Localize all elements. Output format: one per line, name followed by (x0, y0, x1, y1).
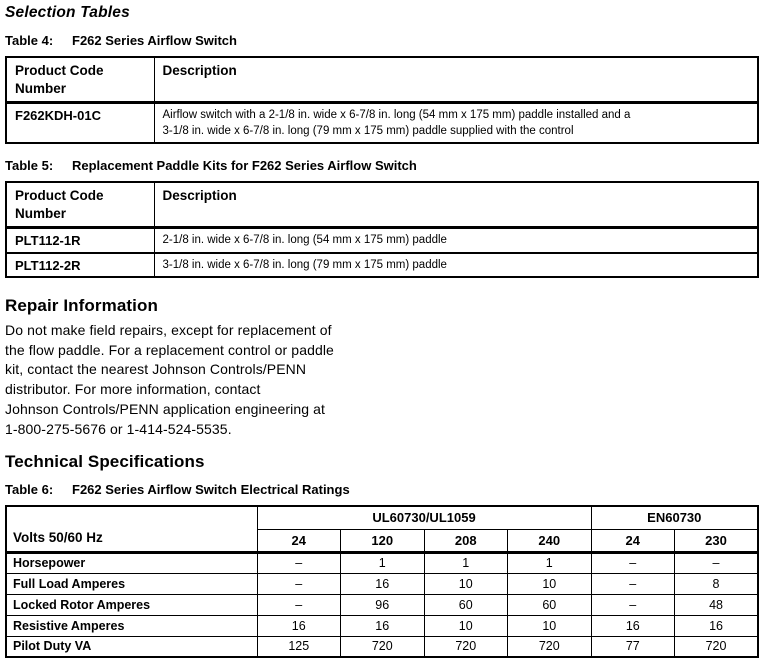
table6-cell: 16 (341, 615, 425, 636)
table4-header-description: Description (154, 57, 758, 103)
table6-cell: 10 (424, 573, 508, 594)
table6-cell: – (257, 594, 341, 615)
table5-caption-title: Replacement Paddle Kits for F262 Series Airflow Switch (72, 158, 417, 173)
table6-row-label: Full Load Amperes (6, 573, 257, 594)
table4-header-row (6, 57, 758, 103)
table6-caption-title: F262 Series Airflow Switch Electrical Ratings (72, 482, 350, 498)
table6-volts-header: Volts 50/60 Hz (6, 506, 257, 552)
table6-voltage-col: 208 (424, 529, 508, 552)
table4-caption (5, 33, 762, 48)
table6-cell: – (591, 573, 675, 594)
table4-caption-label: Table 4: (5, 33, 54, 48)
table6-cell: 1 (424, 552, 508, 573)
table6-cell: 10 (424, 615, 508, 636)
table4-caption-title: F262 Series Airflow Switch (72, 33, 237, 48)
table6-voltage-col: 120 (341, 529, 425, 552)
table5-row-description: 3-1/8 in. wide x 6-7/8 in. long (79 mm x 175 mm) paddle (154, 253, 758, 278)
table4-row-description (154, 103, 758, 144)
table4-row (6, 103, 758, 144)
table4-description-line: 3-1/8 in. wide x 6-7/8 in. long (79 mm x 175 mm) paddle supplied with the control (162, 124, 574, 137)
repair-text-line: 1-800-275-5676 or 1-414-524-5535. (5, 420, 232, 437)
table6-row (6, 615, 758, 636)
table6-group-en: EN60730 (591, 506, 758, 529)
table6-voltage-col: 24 (257, 529, 341, 552)
table6-voltage-col: 240 (508, 529, 592, 552)
table4-row-code: F262KDH-01C (6, 103, 154, 144)
table6-row-label: Locked Rotor Amperes (6, 594, 257, 615)
table6-cell: 720 (508, 636, 592, 657)
table5-caption-label: Table 5: (5, 158, 54, 173)
table6-cell: 720 (341, 636, 425, 657)
table6-cell: – (591, 552, 675, 573)
table6-cell: 1 (508, 552, 592, 573)
table6-cell: – (257, 552, 341, 573)
table4-description-line: Airflow switch with a 2-1/8 in. wide x 6-7/8 in. long (54 mm x 175 mm) paddle installed and a (162, 109, 631, 121)
table6-row (6, 636, 758, 657)
table6-cell: 125 (257, 636, 341, 657)
table6-group-header-row (6, 506, 758, 529)
table6-cell: 720 (424, 636, 508, 657)
table6-group-ul: UL60730/UL1059 (257, 506, 591, 529)
repair-text-line: kit, contact the nearest Johnson Controls/PENN (5, 361, 307, 378)
table5-header-description: Description (154, 182, 758, 228)
technical-specifications-heading: Technical Specifications (5, 452, 205, 472)
table5-row-code: PLT112-2R (6, 253, 154, 278)
table6-cell: 720 (675, 636, 759, 657)
table6-cell: 48 (675, 594, 759, 615)
table6-cell: 77 (591, 636, 675, 657)
table6-cell: 8 (675, 573, 759, 594)
table5-paddle-kits (5, 181, 759, 278)
table6-caption-label: Table 6: (5, 482, 54, 498)
table6-voltage-col: 230 (675, 529, 759, 552)
table6-row-label: Horsepower (6, 552, 257, 573)
table6-row (6, 552, 758, 573)
table5-row (6, 253, 758, 278)
table6-cell: 60 (424, 594, 508, 615)
table4-airflow-switch (5, 56, 759, 144)
table6-row-label: Pilot Duty VA (6, 636, 257, 657)
table6-voltage-col: 24 (591, 529, 675, 552)
table5-caption (5, 158, 762, 173)
table6-cell: – (257, 573, 341, 594)
table6-cell: 10 (508, 615, 592, 636)
table6-cell: 10 (508, 573, 592, 594)
table6-row (6, 594, 758, 615)
table5-header-row (6, 182, 758, 228)
repair-text-line: the flow paddle. For a replacement control or paddle (5, 341, 334, 358)
table6-cell: 16 (675, 615, 759, 636)
table6-caption (5, 482, 762, 497)
table6-cell: – (675, 552, 759, 573)
table5-row-description: 2-1/8 in. wide x 6-7/8 in. long (54 mm x 175 mm) paddle (154, 228, 758, 253)
table6-cell: 16 (341, 573, 425, 594)
table6-row (6, 573, 758, 594)
repair-text-line: distributor. For more information, contact (5, 381, 261, 398)
table6-electrical-ratings (5, 505, 759, 658)
repair-text-line: Do not make field repairs, except for replacement of (5, 322, 332, 338)
repair-information-heading: Repair Information (5, 296, 158, 315)
table6-cell: 16 (591, 615, 675, 636)
table6-row-label: Resistive Amperes (6, 615, 257, 636)
table5-row (6, 228, 758, 253)
table6-cell: – (591, 594, 675, 615)
table5-header-code: Product Code Number (6, 182, 154, 228)
table6-cell: 16 (257, 615, 341, 636)
repair-text-line: Johnson Controls/PENN application engineering at (5, 400, 325, 417)
repair-information-paragraph (5, 321, 762, 439)
table6-cell: 1 (341, 552, 425, 573)
table4-header-code: Product Code Number (6, 57, 154, 103)
table5-row-code: PLT112-1R (6, 228, 154, 253)
selection-tables-heading: Selection Tables (5, 4, 130, 21)
table6-cell: 60 (508, 594, 592, 615)
table6-cell: 96 (341, 594, 425, 615)
